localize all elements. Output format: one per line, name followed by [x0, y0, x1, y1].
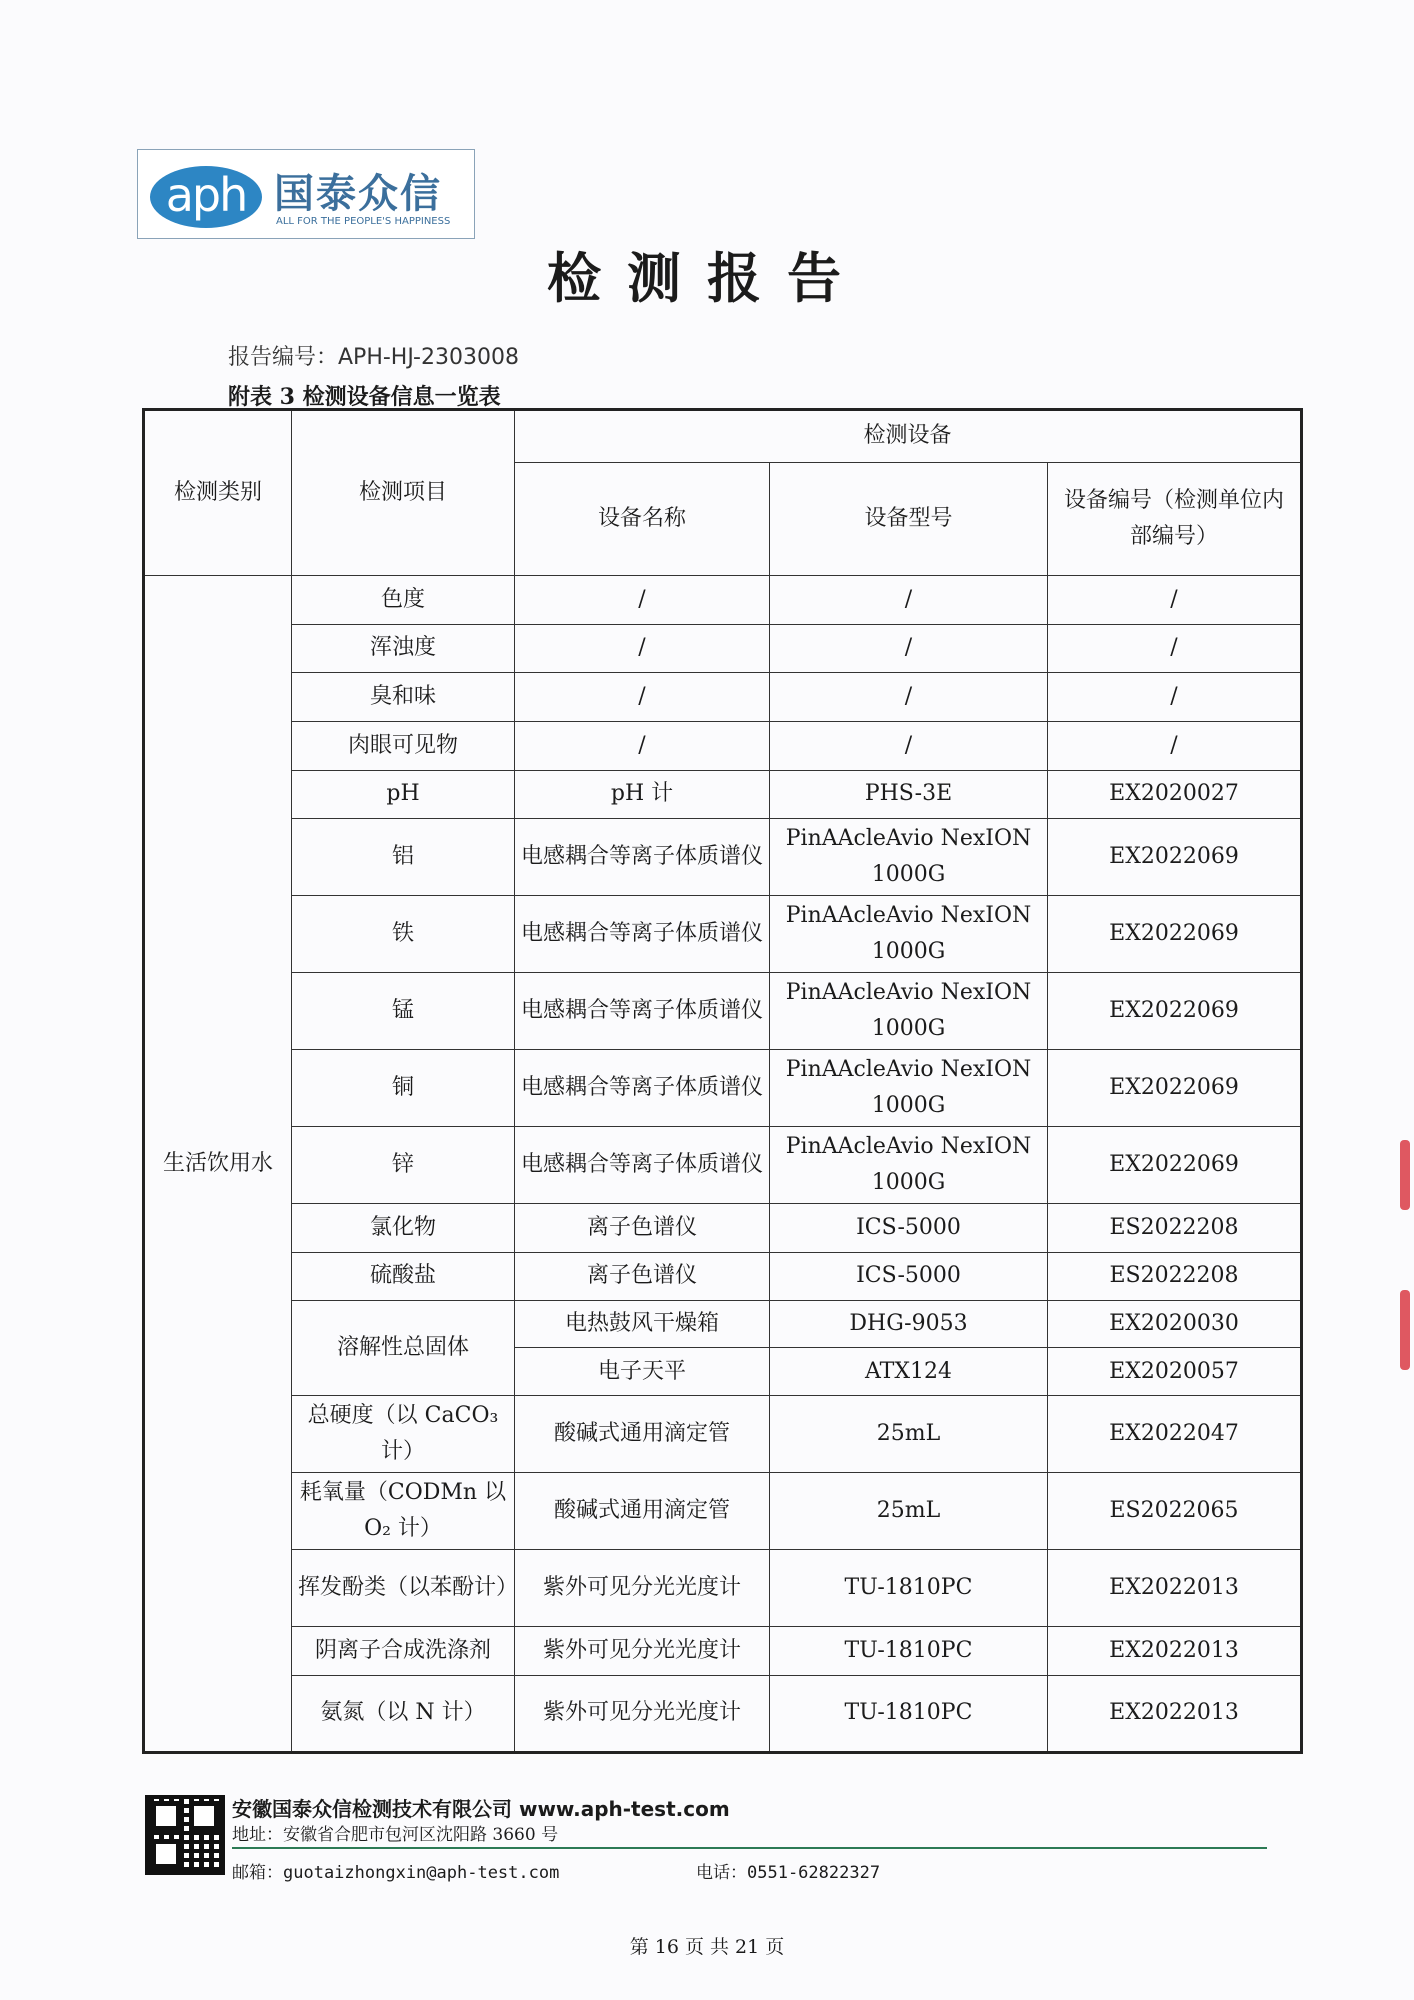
name-cell: 酸碱式通用滴定管 [515, 1473, 770, 1550]
model-cell: DHG-9053 [770, 1301, 1048, 1348]
table-row [144, 1550, 1302, 1627]
logo-slogan: ALL FOR THE PEOPLE'S HAPPINESS [276, 216, 451, 227]
number-cell: EX2022069 [1048, 973, 1302, 1050]
category-cell: 生活饮用水 [144, 576, 292, 1753]
table-row [144, 1473, 1302, 1550]
footer-divider [232, 1847, 1267, 1849]
item-cell: 铜 [292, 1050, 515, 1127]
footer-company: 安徽国泰众信检测技术有限公司 www.aph-test.com [232, 1797, 730, 1821]
name-cell: pH 计 [515, 770, 770, 819]
model-cell: PinAAcleAvio NexION 1000G [770, 1050, 1048, 1127]
number-cell: / [1048, 576, 1302, 625]
name-cell: / [515, 576, 770, 625]
seal-edge-mark [1400, 1140, 1410, 1210]
header-item: 检测项目 [292, 410, 515, 576]
table-row [144, 1203, 1302, 1252]
page-number: 第 16 页 共 21 页 [629, 1936, 785, 1958]
model-cell: PinAAcleAvio NexION 1000G [770, 896, 1048, 973]
model-cell: PinAAcleAvio NexION 1000G [770, 819, 1048, 896]
qr-corner [151, 1801, 181, 1831]
item-cell: 色度 [292, 576, 515, 625]
model-cell: 25mL [770, 1396, 1048, 1473]
item-cell: 耗氧量（CODMn 以 O₂ 计） [292, 1473, 515, 1550]
item-cell: 氨氮（以 N 计） [292, 1675, 515, 1752]
model-cell: PinAAcleAvio NexION 1000G [770, 1127, 1048, 1204]
name-cell: 电感耦合等离子体质谱仪 [515, 973, 770, 1050]
table-row [144, 973, 1302, 1050]
number-cell: EX2020057 [1048, 1347, 1302, 1396]
number-cell: EX2022069 [1048, 1050, 1302, 1127]
footer-phone: 电话：0551-62822327 [696, 1863, 881, 1883]
table-row [144, 1675, 1302, 1752]
equipment-table [142, 408, 1303, 1754]
table-row [144, 576, 1302, 625]
name-cell: 电感耦合等离子体质谱仪 [515, 819, 770, 896]
header-number: 设备编号（检测单位内部编号） [1048, 462, 1302, 575]
table-row [144, 1050, 1302, 1127]
model-cell: ICS-5000 [770, 1252, 1048, 1301]
table-row [144, 1127, 1302, 1204]
model-cell: / [770, 673, 1048, 722]
item-cell: 氯化物 [292, 1203, 515, 1252]
item-cell: 锌 [292, 1127, 515, 1204]
number-cell: / [1048, 721, 1302, 770]
number-cell: ES2022208 [1048, 1252, 1302, 1301]
model-cell: TU-1810PC [770, 1550, 1048, 1627]
number-cell: EX2020027 [1048, 770, 1302, 819]
name-cell: 离子色谱仪 [515, 1203, 770, 1252]
model-cell: / [770, 576, 1048, 625]
logo-name: 国泰众信 [274, 171, 442, 217]
number-cell: ES2022065 [1048, 1473, 1302, 1550]
number-cell: / [1048, 624, 1302, 673]
table-row [144, 770, 1302, 819]
item-cell: 挥发酚类（以苯酚计） [292, 1550, 515, 1627]
item-cell: 锰 [292, 973, 515, 1050]
item-cell: 铁 [292, 896, 515, 973]
qr-code [145, 1795, 225, 1875]
header-equipment: 检测设备 [515, 410, 1302, 463]
item-cell: 总硬度（以 CaCO₃ 计） [292, 1396, 515, 1473]
qr-corner [189, 1801, 219, 1831]
item-cell: 肉眼可见物 [292, 721, 515, 770]
number-cell: / [1048, 673, 1302, 722]
table-row [144, 624, 1302, 673]
number-cell: EX2022069 [1048, 819, 1302, 896]
number-cell: EX2022047 [1048, 1396, 1302, 1473]
model-cell: ATX124 [770, 1347, 1048, 1396]
name-cell: 紫外可见分光光度计 [515, 1627, 770, 1676]
header-name: 设备名称 [515, 462, 770, 575]
model-cell: PHS-3E [770, 770, 1048, 819]
report-number: 报告编号：APH-HJ-2303008 [228, 345, 519, 370]
item-cell: 浑浊度 [292, 624, 515, 673]
model-cell: TU-1810PC [770, 1675, 1048, 1752]
logo-mark: aph [150, 166, 262, 228]
header-model: 设备型号 [770, 462, 1048, 575]
model-cell: / [770, 721, 1048, 770]
name-cell: / [515, 721, 770, 770]
qr-corner [151, 1839, 181, 1869]
model-cell: ICS-5000 [770, 1203, 1048, 1252]
table-row [144, 1396, 1302, 1473]
table-row [144, 819, 1302, 896]
name-cell: 电热鼓风干燥箱 [515, 1301, 770, 1348]
name-cell: 电感耦合等离子体质谱仪 [515, 1050, 770, 1127]
model-cell: / [770, 624, 1048, 673]
header-category: 检测类别 [144, 410, 292, 576]
name-cell: 紫外可见分光光度计 [515, 1550, 770, 1627]
item-cell: 溶解性总固体 [292, 1301, 515, 1396]
name-cell: / [515, 673, 770, 722]
table-row [144, 673, 1302, 722]
item-cell: 硫酸盐 [292, 1252, 515, 1301]
name-cell: 电感耦合等离子体质谱仪 [515, 1127, 770, 1204]
number-cell: ES2022208 [1048, 1203, 1302, 1252]
seal-edge-mark [1400, 1290, 1410, 1370]
footer-email: 邮箱：guotaizhongxin@aph-test.com [232, 1863, 560, 1883]
name-cell: 电子天平 [515, 1347, 770, 1396]
number-cell: EX2022069 [1048, 1127, 1302, 1204]
item-cell: 铝 [292, 819, 515, 896]
name-cell: 紫外可见分光光度计 [515, 1675, 770, 1752]
item-cell: 阴离子合成洗涤剂 [292, 1627, 515, 1676]
model-cell: 25mL [770, 1473, 1048, 1550]
name-cell: / [515, 624, 770, 673]
table-row [144, 1627, 1302, 1676]
item-cell: 臭和味 [292, 673, 515, 722]
number-cell: EX2022013 [1048, 1550, 1302, 1627]
name-cell: 电感耦合等离子体质谱仪 [515, 896, 770, 973]
name-cell: 酸碱式通用滴定管 [515, 1396, 770, 1473]
number-cell: EX2022013 [1048, 1627, 1302, 1676]
footer-address: 地址：安徽省合肥市包河区沈阳路 3660 号 [232, 1825, 559, 1845]
number-cell: EX2020030 [1048, 1301, 1302, 1348]
page-title: 检测报告 [547, 246, 867, 310]
table-row [144, 1252, 1302, 1301]
item-cell: pH [292, 770, 515, 819]
table-row [144, 896, 1302, 973]
number-cell: EX2022013 [1048, 1675, 1302, 1752]
model-cell: TU-1810PC [770, 1627, 1048, 1676]
company-logo [137, 149, 475, 239]
model-cell: PinAAcleAvio NexION 1000G [770, 973, 1048, 1050]
table-row [144, 721, 1302, 770]
number-cell: EX2022069 [1048, 896, 1302, 973]
table-row [144, 1301, 1302, 1348]
name-cell: 离子色谱仪 [515, 1252, 770, 1301]
table-caption: 附表 3 检测设备信息一览表 [228, 384, 501, 410]
